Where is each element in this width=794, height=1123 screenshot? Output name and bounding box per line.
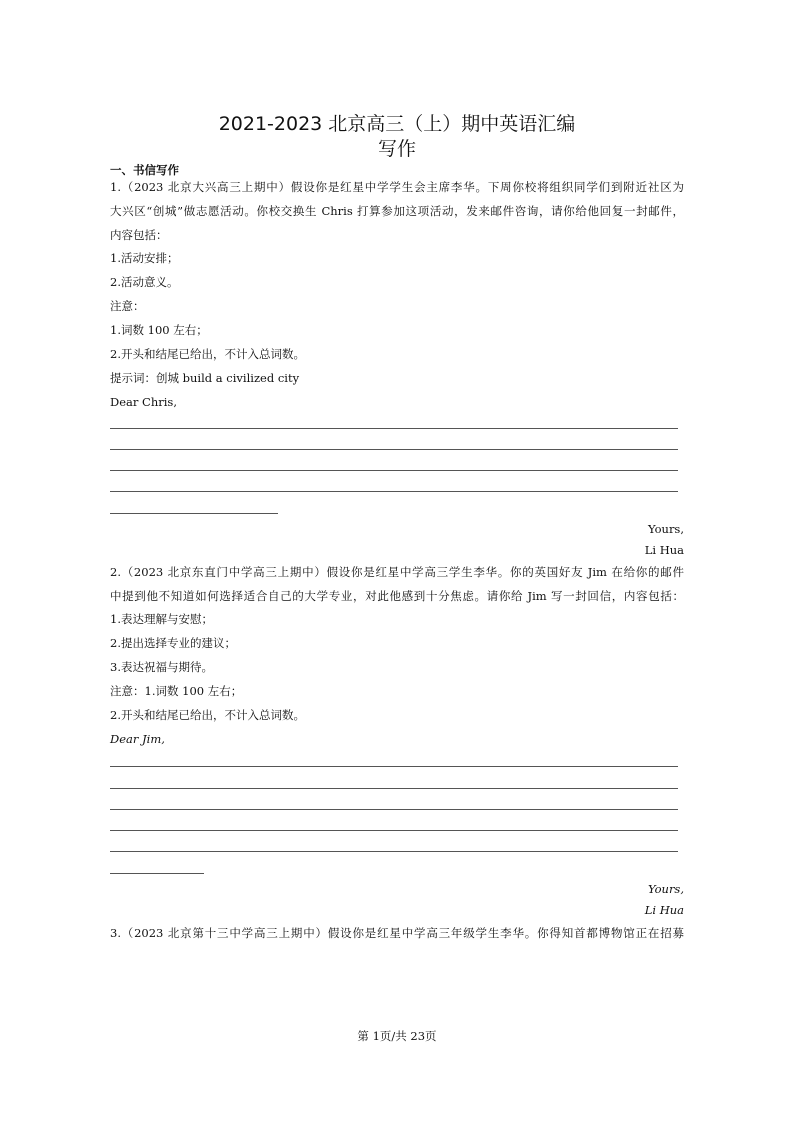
section-heading: 一、书信写作 (110, 163, 179, 177)
q2-writing-line (110, 766, 678, 767)
q1-writing-line (110, 491, 678, 492)
q2-prompt-line-2: 中提到他不知道如何选择适合自己的大学专业，对此他感到十分焦虑。请你给 Jim 写一封回信，内容包括： (110, 589, 684, 603)
page-number: 第 1页/共 23页 (357, 1029, 437, 1043)
q1-writing-line (110, 428, 678, 429)
q3-prompt-line-1: 3.（2023 北京第十三中学高三上期中）假设你是红星中学高三年级学生李华。你得知首都博物馆正在招募 (110, 926, 684, 940)
q1-note-label: 注意： (110, 299, 145, 313)
q2-writing-line (110, 830, 678, 831)
q1-signature: Li Hua (644, 543, 684, 557)
q1-note-1: 1.词数 100 左右； (110, 323, 208, 337)
q1-writing-line-short (110, 513, 278, 514)
q2-writing-line (110, 809, 678, 810)
q2-writing-line-short (110, 873, 204, 874)
q2-writing-line (110, 788, 678, 789)
q1-greeting: Dear Chris, (110, 395, 177, 409)
document-title: 2021-2023 北京高三（上）期中英语汇编 (218, 113, 576, 135)
document-subtitle: 写作 (377, 138, 416, 160)
q2-prompt-line-1: 2.（2023 北京东直门中学高三上期中）假设你是红星中学高三学生李华。你的英国好友 Jim 在给你的邮件 (110, 565, 684, 579)
q1-prompt-line-2: 大兴区“创城”做志愿活动。你校交换生 Chris 打算参加这项活动，发来邮件咨询，请你给他回复一封邮件， (110, 204, 684, 218)
q1-writing-line (110, 470, 678, 471)
q1-hint: 提示词：创城 build a civilized city (110, 371, 300, 385)
q1-writing-line (110, 449, 678, 450)
q2-greeting: Dear Jim, (110, 732, 165, 746)
q1-prompt-line-3: 内容包括： (110, 228, 168, 242)
q1-prompt-line-1: 1.（2023 北京大兴高三上期中）假设你是红星中学学生会主席李华。下周你校将组织同学们到附近社区为 (110, 180, 684, 194)
q1-note-2: 2.开头和结尾已给出，不计入总词数。 (110, 347, 305, 361)
q2-item-2: 2.提出选择专业的建议； (110, 636, 236, 650)
q1-item-2: 2.活动意义。 (110, 275, 179, 289)
q2-note-2: 2.开头和结尾已给出，不计入总词数。 (110, 708, 305, 722)
q2-signature: Li Hua (644, 903, 684, 917)
q2-item-1: 1.表达理解与安慰； (110, 612, 213, 626)
q2-item-3: 3.表达祝福与期待。 (110, 660, 213, 674)
q1-closing: Yours, (648, 522, 684, 536)
q2-writing-line (110, 851, 678, 852)
q2-note-1: 注意：1.词数 100 左右； (110, 684, 243, 698)
q1-item-1: 1.活动安排； (110, 251, 179, 265)
q2-closing: Yours, (648, 882, 684, 896)
